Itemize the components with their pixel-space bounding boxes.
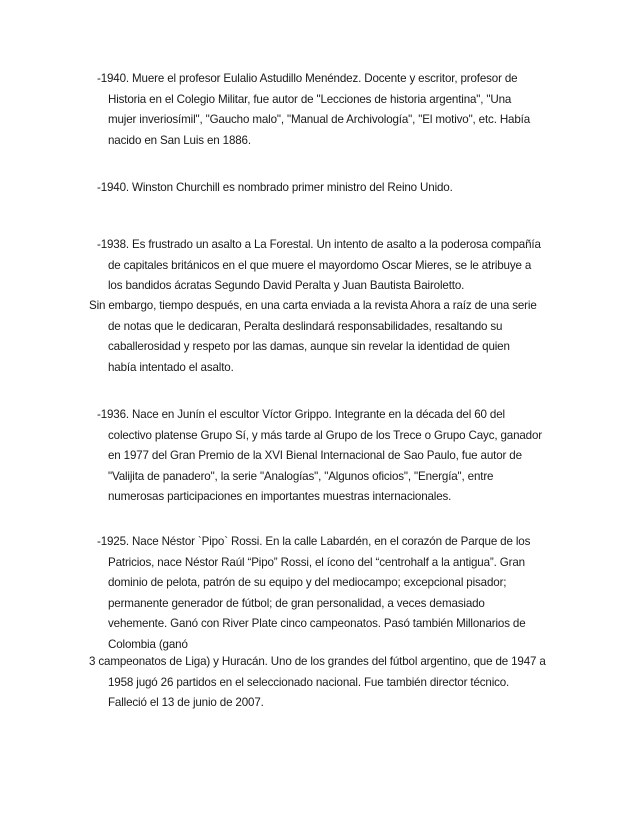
paragraph-1925-rossi [97,532,530,655]
text-line: permanente generador de fútbol; de gran personalidad, a veces demasiado [108,596,485,610]
text-line: -1925. Nace Néstor `Pipo` Rossi. En la calle Labardén, en el corazón de Parque de los [97,535,531,548]
text-line: numerosas participaciones en importantes muestras internacionales. [108,490,452,503]
text-line: nacido en San Luis en 1886. [108,133,251,147]
text-line: en 1977 del Gran Premio de la XVI Bienal Internacional de Sao Paulo, fue autor de [108,449,522,462]
text-line: colectivo platense Grupo Sí, y más tarde al Grupo de los Trece o Grupo Cayc, ganador [108,428,542,442]
text-line: había intentado el asalto. [108,360,234,374]
text-line: -1938. Es frustrado un asalto a La Forestal. Un intento de asalto a la poderosa compañía [97,238,541,251]
text-line: Historia en el Colegio Militar, fue autor de "Lecciones de historia argentina", "Una [108,92,512,106]
text-line: -1940. Muere el profesor Eulalio Astudillo Menéndez. Docente y escritor, profesor de [97,72,518,85]
text-line: Sin embargo, tiempo después, en una carta enviada a la revista Ahora a raíz de una serie [89,299,537,312]
text-line: -1936. Nace en Junín el escultor Víctor Grippo. Integrante en la década del 60 del [97,408,505,421]
text-line: vehemente. Ganó con River Plate cinco campeonatos. Pasó también Millonarios de [108,617,526,630]
paragraph-sin-embargo [89,296,537,378]
text-line: "Valijita de panadero", la serie "Analogías", "Algunos oficios", "Energía", entre [108,469,494,483]
paragraph-rossi-continuation [89,652,546,714]
text-line: de notas que le dedicaran, Peralta deslindará responsabilidades, resaltando su [108,319,503,333]
text-line: 3 campeonatos de Liga) y Huracán. Uno de los grandes del fútbol argentino, que de 1947 a [89,655,546,668]
text-line: Colombia (ganó [108,637,188,651]
text-line: mujer inveriosímil", "Gaucho malo", "Manual de Archivología", "El motivo", etc. Había [108,113,531,126]
text-line: dominio de pelota, patrón de su equipo y del mediocampo; excepcional pisador; [108,576,507,589]
paragraph-1938-forestal [97,235,541,297]
text-line: los bandidos ácratas Segundo David Peralta y Juan Bautista Bairoletto. [108,279,465,292]
paragraph-1940-churchill [97,178,453,199]
text-line: -1940. Winston Churchill es nombrado primer ministro del Reino Unido. [97,181,453,194]
text-line: Falleció el 13 de junio de 2007. [108,696,264,709]
text-line: caballerosidad y respeto por las damas, aunque sin revelar la identidad de quien [108,340,510,353]
paragraph-1940-astudillo [97,69,530,151]
text-line: 1958 jugó 26 partidos en el seleccionado nacional. Fue también director técnico. [108,675,510,689]
text-line: Patricios, nace Néstor Raúl “Pipo” Rossi, el ícono del “centrohalf a la antigua”. Gran [108,555,525,569]
text-line: de capitales británicos en el que muere el mayordomo Oscar Mieres, se le atribuye a [108,258,532,272]
paragraph-1936-grippo [97,405,542,508]
